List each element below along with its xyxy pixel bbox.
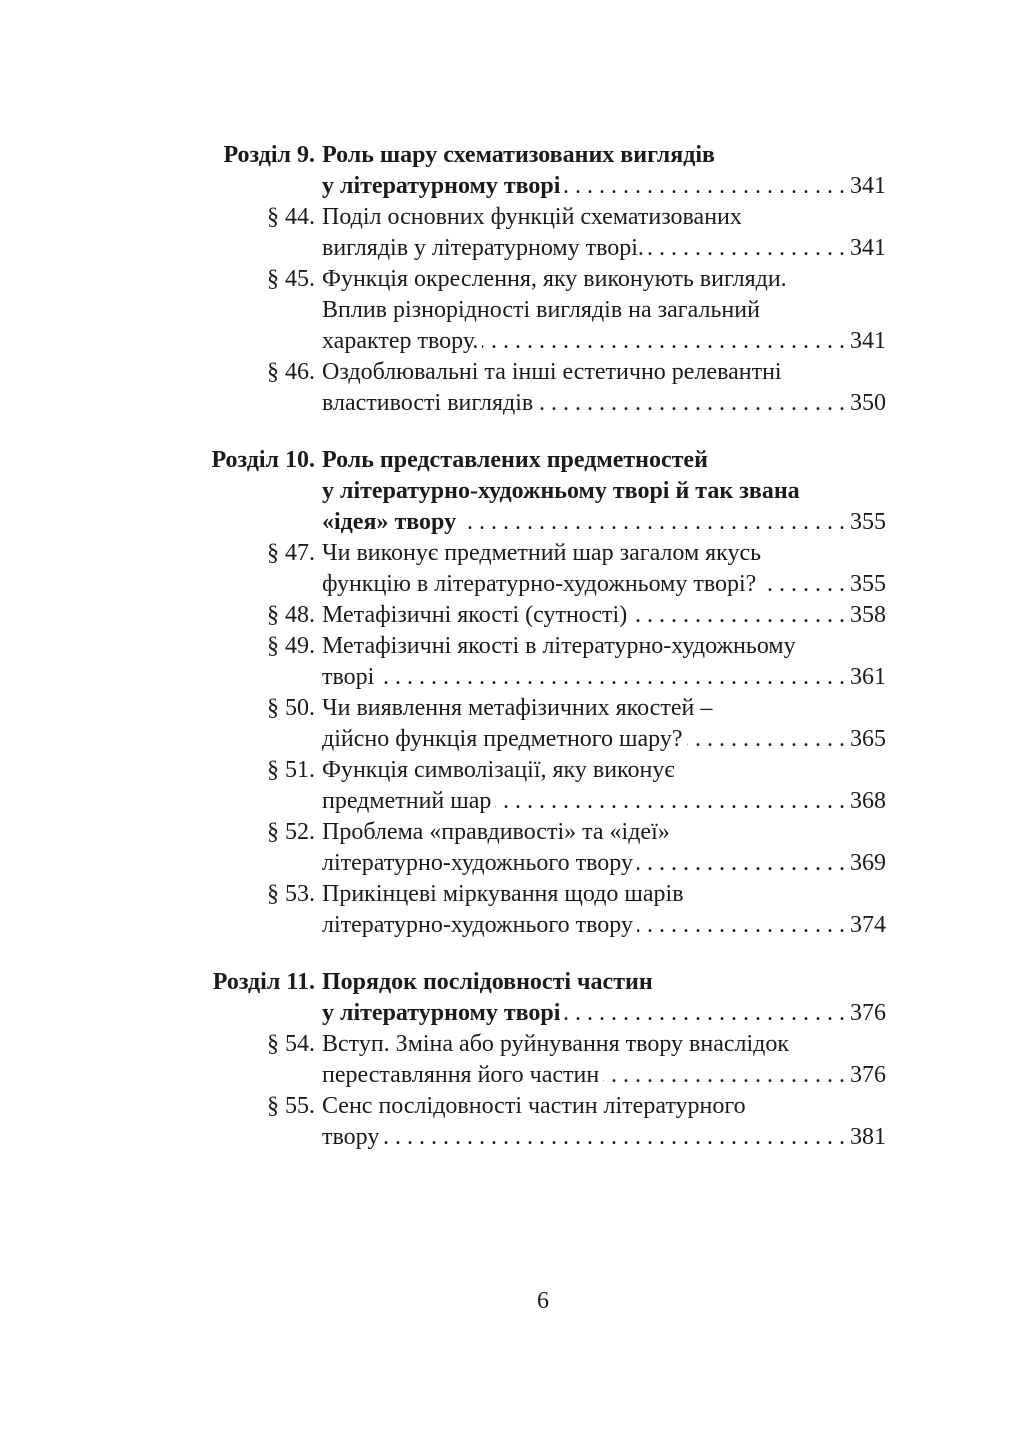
entry-title-line	[322, 755, 886, 786]
entry-title-line	[322, 631, 886, 662]
entry-label-text: § 47.	[267, 540, 315, 566]
entry-page-number: 341	[850, 235, 886, 261]
entry-title-text: предметний шар	[322, 788, 492, 814]
dot-leader	[564, 998, 845, 1029]
entry-title-text: Оздоблювальні та інші естетично релевантні	[322, 359, 782, 385]
dot-leader	[564, 171, 845, 202]
entry-title-line	[322, 693, 886, 724]
entry-label-text: § 54.	[267, 1031, 315, 1057]
entry-label	[200, 445, 315, 476]
entry-title	[322, 879, 886, 941]
entry-title-text: Прикінцеві міркування щодо шарів	[322, 881, 684, 907]
entry-title-line	[322, 295, 886, 326]
entry-page-number: 376	[850, 1000, 886, 1026]
entry-page-number: 365	[850, 726, 886, 752]
entry-title-line	[322, 786, 886, 817]
entry-label-text: § 44.	[267, 204, 315, 230]
entry-title-line	[322, 202, 886, 233]
page-footer	[200, 1286, 886, 1317]
dot-leader	[631, 600, 845, 631]
dot-leader	[760, 569, 845, 600]
entry-page-number: 355	[850, 509, 886, 535]
toc-section-entry	[200, 693, 886, 755]
toc-chapter-entry	[200, 140, 886, 202]
entry-title	[322, 817, 886, 879]
entry-title-text: характер твору.	[322, 328, 479, 354]
entry-title	[322, 445, 886, 538]
entry-label-text: § 50.	[267, 695, 315, 721]
entry-title-text: Роль шару схематизованих виглядів	[322, 142, 715, 168]
entry-label-text: Розділ 11.	[212, 969, 315, 995]
entry-title-text: Роль представлених предметностей	[322, 447, 708, 473]
entry-title-text: виглядів у літературному творі.	[322, 235, 644, 261]
entry-title-text: літературно-художнього твору	[322, 850, 633, 876]
entry-title-text: Чи виявлення метафізичних якостей –	[322, 695, 713, 721]
entry-title-text: літературно-художнього твору	[322, 912, 633, 938]
table-of-contents	[200, 140, 886, 1153]
entry-title-line	[322, 569, 886, 600]
dot-leader	[648, 233, 845, 264]
dot-leader	[603, 1060, 845, 1091]
entry-title-text: властивості виглядів	[322, 390, 534, 416]
entry-title-line	[322, 476, 886, 507]
entry-title-line	[322, 848, 886, 879]
entry-title-line	[322, 1060, 886, 1091]
entry-page-number: 376	[850, 1062, 886, 1088]
dot-leader	[537, 388, 845, 419]
entry-title-text: Функція символізації, яку виконує	[322, 757, 675, 783]
entry-title-text: Поділ основних функцій схематизованих	[322, 204, 742, 230]
entry-title-line	[322, 233, 886, 264]
toc-chapter-entry	[200, 967, 886, 1029]
entry-label-text: § 45.	[267, 266, 315, 292]
entry-label	[200, 879, 315, 910]
entry-title	[322, 538, 886, 600]
entry-label-text: § 49.	[267, 633, 315, 659]
dot-leader	[460, 507, 845, 538]
entry-title-line	[322, 445, 886, 476]
entry-label	[200, 264, 315, 295]
entry-title-text: «ідея» твору	[322, 509, 457, 535]
dot-leader	[495, 786, 845, 817]
entry-title-text: Проблема «правдивості» та «ідеї»	[322, 819, 670, 845]
entry-page-number: 374	[850, 912, 886, 938]
entry-page-number: 369	[850, 850, 886, 876]
dot-leader	[378, 662, 845, 693]
entry-label-text: § 48.	[267, 602, 315, 628]
entry-title-text: у літературному творі	[322, 1000, 561, 1026]
dot-leader	[383, 1122, 845, 1153]
toc-section-entry	[200, 1029, 886, 1091]
entry-label	[200, 600, 315, 631]
entry-page-number: 350	[850, 390, 886, 416]
entry-title	[322, 631, 886, 693]
entry-title-line	[322, 357, 886, 388]
toc-chapter-entry	[200, 445, 886, 538]
entry-page-number: 355	[850, 571, 886, 597]
entry-title-line	[322, 326, 886, 357]
entry-title-text: Сенс послідовності частин літературного	[322, 1093, 746, 1119]
entry-label	[200, 140, 315, 171]
entry-title-text: функцію в літературно-художньому творі?	[322, 571, 757, 597]
toc-section-entry	[200, 538, 886, 600]
entry-title	[322, 693, 886, 755]
entry-label-text: Розділ 9.	[223, 142, 315, 168]
entry-title-text: у літературно-художньому творі й так звана	[322, 478, 800, 504]
entry-page-number: 341	[850, 173, 886, 199]
entry-title-text: дійсно функція предметного шару?	[322, 726, 683, 752]
entry-title-line	[322, 1091, 886, 1122]
entry-title-line	[322, 140, 886, 171]
entry-title-line	[322, 817, 886, 848]
page-number: 6	[537, 1288, 549, 1314]
entry-label	[200, 1091, 315, 1122]
entry-title-text: твору	[322, 1124, 380, 1150]
entry-label-text: Розділ 10.	[211, 447, 315, 473]
entry-page-number: 341	[850, 328, 886, 354]
entry-label	[200, 967, 315, 998]
entry-title-line	[322, 1122, 886, 1153]
entry-label	[200, 693, 315, 724]
toc-section-entry	[200, 817, 886, 879]
entry-title	[322, 755, 886, 817]
entry-title	[322, 967, 886, 1029]
entry-title	[322, 264, 886, 357]
entry-title-line	[322, 967, 886, 998]
entry-title-text: Метафізичні якості (сутності)	[322, 602, 628, 628]
entry-page-number: 368	[850, 788, 886, 814]
entry-title-text: переставляння його частин	[322, 1062, 600, 1088]
entry-title-line	[322, 600, 886, 631]
toc-section-entry	[200, 879, 886, 941]
entry-title-line	[322, 998, 886, 1029]
dot-leader	[687, 724, 845, 755]
entry-label	[200, 538, 315, 569]
entry-title-text: у літературному творі	[322, 173, 561, 199]
entry-title	[322, 1091, 886, 1153]
entry-title	[322, 357, 886, 419]
dot-leader	[637, 910, 845, 941]
entry-title	[322, 600, 886, 631]
entry-label	[200, 755, 315, 786]
toc-section-entry	[200, 755, 886, 817]
entry-title-text: Функція окреслення, яку виконують вигляди.	[322, 266, 787, 292]
entry-label-text: § 55.	[267, 1093, 315, 1119]
entry-title-text: Вступ. Зміна або руйнування твору внаслідок	[322, 1031, 790, 1057]
entry-title	[322, 140, 886, 202]
entry-title	[322, 202, 886, 264]
entry-title	[322, 1029, 886, 1091]
toc-section-entry	[200, 202, 886, 264]
dot-leader	[482, 326, 845, 357]
toc-section-entry	[200, 1091, 886, 1153]
entry-title-line	[322, 388, 886, 419]
entry-title-line	[322, 1029, 886, 1060]
entry-title-line	[322, 538, 886, 569]
entry-title-line	[322, 264, 886, 295]
toc-section-entry	[200, 264, 886, 357]
entry-title-text: творі	[322, 664, 375, 690]
entry-label	[200, 631, 315, 662]
entry-label-text: § 51.	[267, 757, 315, 783]
entry-page-number: 361	[850, 664, 886, 690]
entry-label	[200, 357, 315, 388]
entry-label-text: § 52.	[267, 819, 315, 845]
entry-title-text: Вплив різнорідності виглядів на загальний	[322, 297, 760, 323]
entry-title-text: Метафізичні якості в літературно-художньому	[322, 633, 796, 659]
entry-label	[200, 1029, 315, 1060]
entry-page-number: 381	[850, 1124, 886, 1150]
entry-label-text: § 53.	[267, 881, 315, 907]
entry-title-line	[322, 662, 886, 693]
entry-page-number: 358	[850, 602, 886, 628]
dot-leader	[637, 848, 845, 879]
toc-section-entry	[200, 357, 886, 419]
toc-section-entry	[200, 631, 886, 693]
entry-title-line	[322, 910, 886, 941]
entry-title-line	[322, 507, 886, 538]
entry-title-line	[322, 724, 886, 755]
entry-title-text: Чи виконує предметний шар загалом якусь	[322, 540, 762, 566]
entry-label-text: § 46.	[267, 359, 315, 385]
entry-title-line	[322, 879, 886, 910]
entry-title-text: Порядок послідовності частин	[322, 969, 653, 995]
toc-section-entry	[200, 600, 886, 631]
entry-label	[200, 817, 315, 848]
entry-title-line	[322, 171, 886, 202]
entry-label	[200, 202, 315, 233]
